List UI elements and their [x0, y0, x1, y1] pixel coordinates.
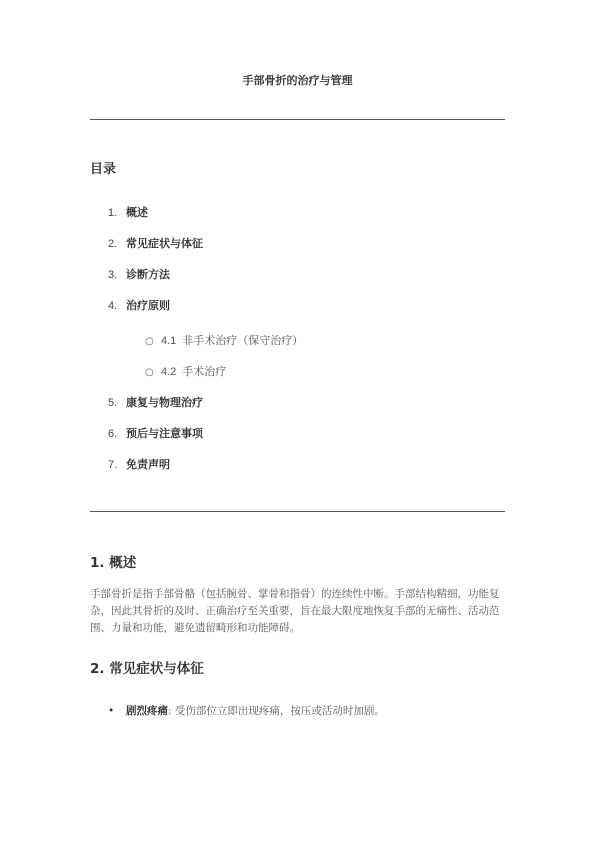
toc-item-number: 1. [108, 207, 118, 219]
circle-bullet-icon: ○ [145, 336, 154, 347]
toc-item-diagnosis[interactable] [108, 267, 170, 283]
toc-item-number: 6. [108, 428, 118, 440]
horizontal-divider [90, 511, 505, 512]
toc-subitem-label[interactable]: 手术治疗 [182, 365, 227, 378]
circle-bullet-icon: ○ [145, 367, 154, 378]
toc-item-rehabilitation[interactable] [108, 395, 203, 411]
bullet-icon: • [108, 705, 115, 717]
list-item [108, 703, 508, 719]
toc-item-number: 4. [108, 300, 118, 312]
toc-item-label[interactable]: 概述 [126, 206, 148, 219]
term-separator: : [168, 705, 172, 717]
toc-subitem-nonsurgical[interactable] [145, 333, 303, 349]
toc-item-number: 3. [108, 269, 118, 281]
section-heading-overview: 1. 概述 [90, 555, 137, 571]
toc-item-label[interactable]: 免责声明 [126, 458, 170, 471]
toc-item-label[interactable]: 诊断方法 [126, 268, 170, 281]
toc-subitem-number: 4.2 [161, 366, 177, 378]
overview-paragraph: 手部骨折是指手部骨骼（包括腕骨、掌骨和指骨）的连续性中断。手部结构精细，功能复杂，因此其骨折的及时、正确治疗至关重要，旨在最大限度地恢复手部的无痛性、活动范围、力量和功能，避免遗留畸形和功能障碍。 [90, 588, 500, 634]
symptom-description: 受伤部位立即出现疼痛，按压或活动时加剧。 [174, 705, 385, 717]
toc-item-number: 7. [108, 459, 118, 471]
toc-item-prognosis[interactable] [108, 426, 203, 442]
toc-item-treatment[interactable] [108, 298, 170, 314]
symptom-term: 剧烈疼痛 [126, 705, 168, 717]
toc-item-overview[interactable] [108, 205, 148, 221]
toc-item-number: 5. [108, 397, 118, 409]
document-title: 手部骨折的治疗与管理 [242, 74, 353, 87]
toc-subitem-number: 4.1 [161, 335, 177, 347]
toc-item-symptoms[interactable] [108, 236, 203, 252]
toc-subitem-label[interactable]: 非手术治疗（保守治疗） [182, 334, 304, 347]
toc-item-label[interactable]: 康复与物理治疗 [126, 396, 203, 409]
toc-item-label[interactable]: 常见症状与体征 [126, 237, 203, 250]
toc-subitem-surgical[interactable] [145, 364, 226, 380]
toc-item-disclaimer[interactable] [108, 457, 170, 473]
section-heading-symptoms: 2. 常见症状与体征 [90, 661, 204, 677]
toc-item-number: 2. [108, 238, 118, 250]
horizontal-divider [90, 119, 505, 120]
toc-heading: 目录 [90, 162, 117, 177]
toc-item-label[interactable]: 预后与注意事项 [126, 427, 203, 440]
toc-item-label[interactable]: 治疗原则 [126, 299, 170, 312]
